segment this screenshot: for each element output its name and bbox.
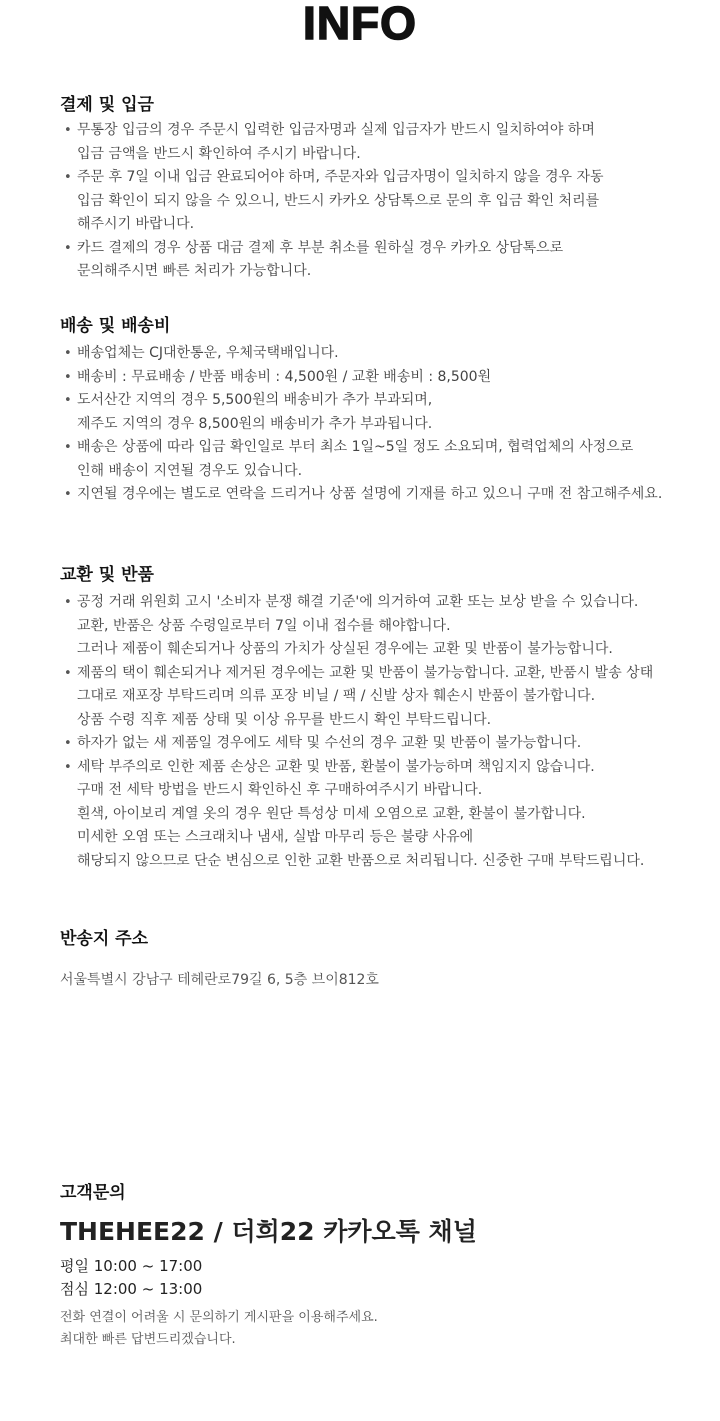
list-item (60, 366, 710, 390)
shipping-list (60, 342, 710, 507)
list-item (60, 483, 710, 507)
list-item-line: • 하자가 없는 새 제품일 경우에도 세탁 및 수선의 경우 교환 및 반품이 불가능합니다. (77, 735, 582, 751)
contact-note-1: 전화 연결이 어려울 시 문의하기 게시판을 이용해주세요. (60, 1310, 378, 1325)
list-item (60, 237, 710, 284)
list-item (60, 119, 710, 166)
list-item-line: • 배송업체는 CJ대한통운, 우체국택배입니다. (77, 345, 339, 361)
exchange-list (60, 591, 710, 873)
list-item-line: 입금 금액을 반드시 확인하여 주시기 바랍니다. (77, 145, 361, 162)
list-item-line: • 무통장 입금의 경우 주문시 입력한 입금자명과 실제 입금자가 반드시 일치하여야 하며 (77, 122, 595, 138)
list-item (60, 591, 710, 662)
exchange-section (60, 563, 710, 873)
payment-section (60, 93, 710, 284)
kakao-channel-name: THEHEE22 / 더희22 카카오톡 채널 (60, 1217, 477, 1246)
payment-list (60, 119, 710, 284)
shipping-title: 배송 및 배송비 (60, 316, 171, 336)
list-item-line: • 배송은 상품에 따라 입금 확인일로 부터 최소 1일~5일 정도 소요되며, 협력업체의 사정으로 (77, 439, 634, 455)
weekday-hours: 평일 10:00 ~ 17:00 (60, 1257, 203, 1275)
list-item-line: • 제품의 택이 훼손되거나 제거된 경우에는 교환 및 반품이 불가능합니다. 교환, 반품시 발송 상태 (77, 664, 654, 681)
customer-service-title: 고객문의 (60, 1183, 126, 1203)
list-item (60, 756, 710, 874)
list-item-line: 인해 배송이 지연될 경우도 있습니다. (77, 462, 303, 479)
list-item (60, 342, 710, 366)
list-item-line: • 주문 후 7일 이내 입금 완료되어야 하며, 주문자와 입금자명이 일치하지 않을 경우 자동 (77, 169, 604, 185)
lunch-hours: 점심 12:00 ~ 13:00 (60, 1280, 203, 1298)
list-item-line: 해주시기 바랍니다. (77, 216, 195, 232)
shipping-section (60, 314, 710, 507)
list-item-line: 입금 확인이 되지 않을 수 있으니, 반드시 카카오 상담톡으로 문의 후 입금 확인 처리를 (77, 192, 600, 209)
exchange-title: 교환 및 반품 (60, 565, 154, 585)
list-item-line: 그대로 재포장 부탁드리며 의류 포장 비닐 / 팩 / 신발 상자 훼손시 반품이 불가합니다. (77, 688, 596, 704)
list-item (60, 732, 710, 756)
list-item-line: 그러나 제품이 훼손되거나 상품의 가치가 상실된 경우에는 교환 및 반품이 불가능합니다. (77, 641, 613, 657)
return-address: 서울특별시 강남구 테헤란로79길 6, 5층 브이812호 (60, 972, 379, 988)
list-item-line: 구매 전 세탁 방법을 반드시 확인하신 후 구매하여주시기 바랍니다. (77, 782, 483, 798)
list-item (60, 166, 710, 237)
list-item-line: 상품 수령 직후 제품 상태 및 이상 유무를 반드시 확인 부탁드립니다. (77, 711, 492, 728)
list-item-line: 제주도 지역의 경우 8,500원의 배송비가 추가 부과됩니다. (77, 415, 433, 432)
list-item-line: • 세탁 부주의로 인한 제품 손상은 교환 및 반품, 환불이 불가능하며 책임지지 않습니다. (77, 758, 595, 775)
return-address-title: 반송지 주소 (60, 929, 149, 949)
list-item-line: 교환, 반품은 상품 수령일로부터 7일 이내 접수를 해야합니다. (77, 617, 451, 634)
return-address-section (60, 927, 710, 992)
list-item-line: 문의해주시면 빠른 처리가 가능합니다. (77, 263, 312, 279)
list-item-line: • 지연될 경우에는 별도로 연락을 드리거나 상품 설명에 기재를 하고 있으니 구매 전 참고해주세요. (77, 486, 663, 502)
customer-service-section (60, 1178, 710, 1351)
list-item-line: 미세한 오염 또는 스크래치나 냄새, 실밥 마무리 등은 불량 사유에 (77, 829, 474, 845)
list-item-line: • 공정 거래 위원회 고시 '소비자 분쟁 해결 기준'에 의거하여 교환 또는 보상 받을 수 있습니다. (77, 594, 639, 610)
list-item-line: • 배송비 : 무료배송 / 반품 배송비 : 4,500원 / 교환 배송비 : 8,500원 (77, 368, 492, 385)
page-title: INFO (303, 0, 417, 49)
list-item (60, 436, 710, 483)
list-item-line: 흰색, 아이보리 계열 옷의 경우 원단 특성상 미세 오염으로 교환, 환불이 불가합니다. (77, 805, 586, 822)
list-item-line: • 도서산간 지역의 경우 5,500원의 배송비가 추가 부과되며, (77, 392, 433, 408)
list-item (60, 389, 710, 436)
list-item-line: • 카드 결제의 경우 상품 대금 결제 후 부분 취소를 원하실 경우 카카오 상담톡으로 (77, 239, 564, 256)
payment-title: 결제 및 입금 (60, 95, 154, 115)
list-item-line: 해당되지 않으므로 단순 변심으로 인한 교환 반품으로 처리됩니다. 신중한 구매 부탁드립니다. (77, 852, 645, 869)
contact-note-2: 최대한 빠른 답변드리겠습니다. (60, 1332, 236, 1347)
list-item (60, 662, 710, 733)
